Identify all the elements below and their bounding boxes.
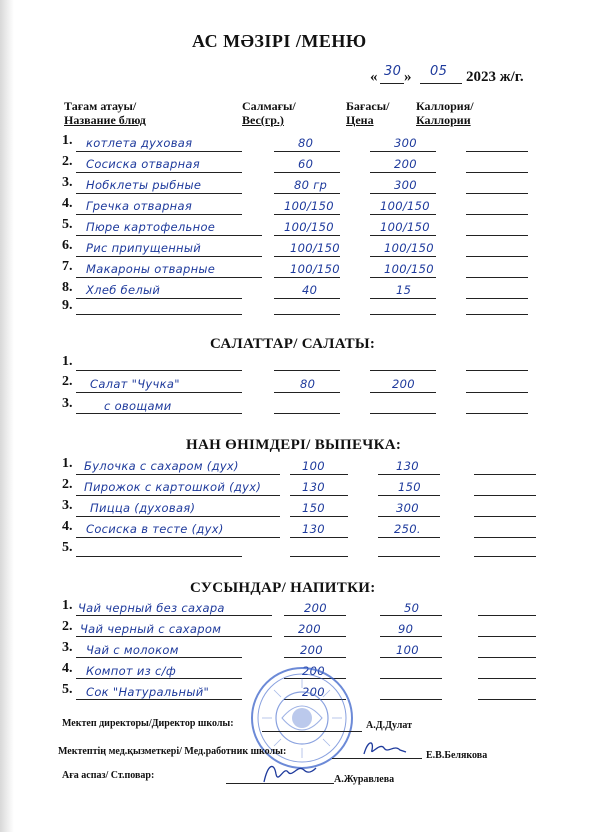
row-number: 1. — [62, 598, 73, 613]
dish-weight: 100/150 — [290, 262, 340, 276]
salads-heading: САЛАТТАР/ САЛАТЫ: — [210, 336, 376, 352]
dish-price: 200 — [394, 157, 417, 171]
medic-signature — [360, 736, 410, 760]
dish-price: 300 — [394, 136, 417, 150]
dish-name: Пюре картофельное — [86, 220, 216, 234]
date-close-quote: » — [404, 69, 412, 85]
dish-price: 300 — [396, 501, 419, 515]
drink-weight: 200 — [298, 622, 321, 636]
row-number: 3. — [62, 640, 73, 655]
medic-name: Е.В.Белякова — [426, 750, 488, 761]
dish-name: Макароны отварные — [86, 262, 216, 276]
drink-weight: 200 — [302, 664, 325, 678]
row-number: 5. — [62, 540, 73, 555]
dish-price: 100/150 — [384, 241, 434, 255]
dish-price: 250. — [394, 522, 421, 536]
row-number: 7. — [62, 259, 73, 274]
drink-name: Компот из с/ф — [86, 664, 176, 678]
dish-weight: 60 — [298, 157, 314, 171]
dish-name: котлета духовая — [86, 136, 193, 150]
header-name-kz: Тағам атауы/ — [64, 99, 137, 113]
row-number: 2. — [62, 477, 73, 492]
dish-price: 150 — [398, 480, 421, 494]
dish-name: Гречка отварная — [86, 199, 193, 213]
cook-name: А.Журавлева — [334, 774, 395, 785]
row-number: 5. — [62, 682, 73, 697]
dish-name: Салат "Чучка" — [90, 377, 180, 391]
row-number: 1. — [62, 133, 73, 148]
row-number: 3. — [62, 396, 73, 411]
dish-weight: 100 — [302, 459, 325, 473]
dish-name: Пирожок с картошкой (дух) — [84, 480, 262, 494]
header-weight-kz: Салмағы/ — [242, 99, 296, 113]
drink-name: Чай черный с сахаром — [80, 622, 222, 636]
date-year: 2023 ж/г. — [466, 69, 524, 85]
dish-price: 100/150 — [380, 220, 430, 234]
date-month: 05 — [430, 64, 448, 79]
dish-price: 15 — [396, 283, 412, 297]
drink-weight: 200 — [302, 685, 325, 699]
dish-price: 200 — [392, 377, 415, 391]
row-number: 2. — [62, 619, 73, 634]
drinks-heading: СУСЫНДАР/ НАПИТКИ: — [190, 580, 376, 596]
dish-weight: 150 — [302, 501, 325, 515]
dish-weight: 100/150 — [284, 220, 334, 234]
dish-name: Нобклеты рыбные — [86, 178, 202, 192]
drink-name: Чай с молоком — [86, 643, 179, 657]
drink-name: Сок "Натуральный" — [86, 685, 210, 699]
row-number: 1. — [62, 456, 73, 471]
dish-name: Сосиска в тесте (дух) — [86, 522, 224, 536]
row-number: 2. — [62, 154, 73, 169]
drink-name: Чай черный без сахара — [78, 601, 225, 615]
header-weight-ru: Вес(гр.) — [242, 113, 284, 127]
row-number: 6. — [62, 238, 73, 253]
dish-price: 300 — [394, 178, 417, 192]
row-number: 8. — [62, 280, 73, 295]
row-number: 5. — [62, 217, 73, 232]
dish-name: Пицца (духовая) — [90, 501, 196, 515]
bakery-heading: НАН ӨНІМДЕРІ/ ВЫПЕЧКА: — [186, 437, 402, 453]
date-open-quote: « — [370, 69, 378, 85]
header-price-ru: Цена — [346, 113, 374, 127]
row-number: 1. — [62, 354, 73, 369]
cook-label: Аға аспаз/ Ст.повар: — [62, 770, 155, 781]
dish-name: с овощами — [104, 399, 172, 413]
drink-price: 50 — [404, 601, 420, 615]
dish-name: Рис припущенный — [86, 241, 202, 255]
medic-label: Мектептің мед.қызметкері/ Мед.работник школы: — [58, 746, 287, 757]
dish-weight: 130 — [302, 522, 325, 536]
dish-weight: 100/150 — [284, 199, 334, 213]
row-number: 4. — [62, 519, 73, 534]
row-number: 2. — [62, 374, 73, 389]
row-number: 4. — [62, 196, 73, 211]
drink-weight: 200 — [300, 643, 323, 657]
director-name: А.Д.Дулат — [366, 720, 412, 731]
row-number: 3. — [62, 175, 73, 190]
page-title: АС МӘЗІРІ /МЕНЮ — [192, 31, 367, 51]
drink-price: 90 — [398, 622, 414, 636]
dish-weight: 100/150 — [290, 241, 340, 255]
dish-weight: 80 — [298, 136, 314, 150]
dish-weight: 130 — [302, 480, 325, 494]
row-number: 9. — [62, 298, 73, 313]
drink-price: 100 — [396, 643, 419, 657]
director-label: Мектеп директоры/Директор школы: — [62, 718, 234, 729]
dish-name: Булочка с сахаром (дух) — [84, 459, 239, 473]
dish-weight: 80 — [300, 377, 316, 391]
dish-price: 100/150 — [384, 262, 434, 276]
date-day: 30 — [384, 64, 402, 79]
dish-name: Хлеб белый — [86, 283, 161, 297]
dish-price: 130 — [396, 459, 419, 473]
header-calories-kz: Каллория/ — [416, 99, 474, 113]
dish-weight: 40 — [302, 283, 318, 297]
drink-weight: 200 — [304, 601, 327, 615]
header-calories-ru: Каллории — [416, 113, 471, 127]
row-number: 3. — [62, 498, 73, 513]
dish-price: 100/150 — [380, 199, 430, 213]
row-number: 4. — [62, 661, 73, 676]
dish-weight: 80 гр — [294, 178, 328, 192]
header-price-kz: Бағасы/ — [346, 99, 390, 113]
header-name-ru: Название блюд — [64, 113, 146, 127]
dish-name: Сосиска отварная — [86, 157, 200, 171]
scan-edge-shadow — [0, 0, 14, 832]
